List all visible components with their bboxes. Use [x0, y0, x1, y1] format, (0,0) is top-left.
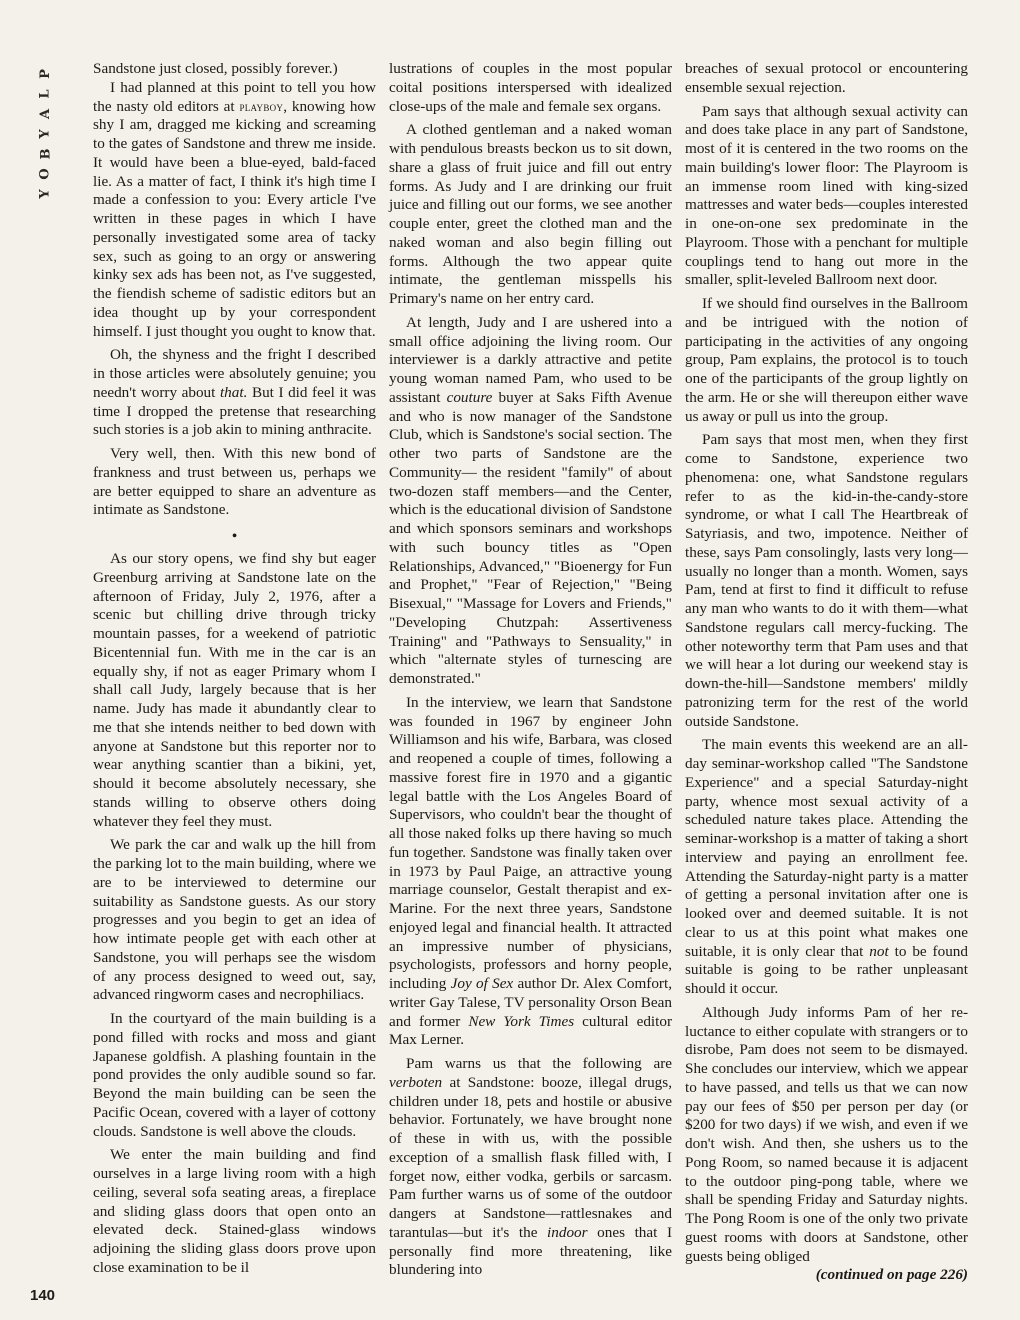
paragraph: In the courtyard of the main building is a pond filled with rocks and moss and giant Japanese goldfish. A plashing fountain in the pond provides the only audible sound so far. Beyond the main building can be seen the Pacific Ocean, covered with a layer of cottony clouds. Sandstone is well above the clouds. [93, 1010, 376, 1140]
text-run: I had planned at this point to tell you how the nasty old editors at [93, 78, 376, 115]
section-separator: • [231, 528, 238, 545]
paragraph: Pam says that although sexual activity can and does take place in any part of Sandstone, most of it is centered in the two rooms on the main building's lower floor: The Playroom is an immense room lined with king-sized mattresses and water beds—couples interested in one-on-one sex predominate in the Playroom. Those with a penchant for multiple couplings tend to hang out more in the smaller, split-leveled Ballroom next door. [685, 102, 968, 289]
masthead-letter: B [38, 148, 53, 160]
paragraph: Very well, then. With this new bond of frankness and trust between us, perhaps we are better equipped to share an adventure as intimate as Sandstone. [93, 445, 376, 519]
paragraph: Sandstone just closed, possibly forever.) [93, 60, 338, 77]
emphasis: verboten [389, 1073, 443, 1091]
paragraph: A clothed gentleman and a naked woman with pendulous breasts beckon us to sit down, share a glass of fruit juice and fill out entry forms. As Judy and I are drinking our fruit juice and filling out our forms, we see another couple enter, greet the clothed man and the naked woman and also begin filling out forms. Although the two appear quite intimate, the gentleman misspells his Primary's name on her entry card. [389, 121, 672, 307]
paragraph: As our story opens, we find shy but eager Greenburg arriving at Sandstone late on the afternoon of Friday, July 2, 1976, after a scenic but chilling drive through tricky mountain passes, for a weekend of patriotic Bicentennial fun. With me in the car is an equally shy, if not as eager Primary whom I shall call Judy, largely because that is her name. Judy has made it abundantly clear to me that she intends neither to bed down with anyone at Sandstone but this reporter nor to wear anything scantier than a bikini, yet, should it become absolutely necessary, she stands willing to observe others doing whatever they feel they must. [93, 550, 376, 830]
text-run: buyer at Saks Fifth Avenue and who is now manager of the Sandstone Club, which is Sandstone's social section. The other two parts of Sandstone are the Community— the resident "family" of about two-dozen staff members—and the Center, which is the educational division of Sandstone and which sponsors seminars and workshops with such bouncy titles as "Open Relationships, Advanced," "Bioenergy for Fun and Prophet," "Fear of Rejection," "Being Bisexual," "Massage for Lovers and Friends," "Developing Chutzpah: Assertiveness Training" and "Pathways to Sensuality," in which "alternate styles of turnescing are demonstrated." [389, 388, 672, 687]
magazine-name: playboy [239, 98, 284, 114]
paragraph: breaches of sexual protocol or encountering ensemble sexual rejection. [685, 60, 968, 96]
paragraph: We park the car and walk up the hill from the parking lot to the main building, where we are to be interviewed to determine our suitability as Sandstone guests. As our story progresses and you begin to get an idea of how intimate people get with each other at Sandstone, you will perhaps see the wisdom of any process designed to weed out, say, advanced ringworm cases and necrophiliacs. [93, 836, 376, 1004]
text-run: Oh, the shyness and the fright I described in those articles were absolutely genuine; you needn't worry about [93, 346, 376, 401]
emphasis: not [869, 942, 889, 960]
paragraph: Pam says that most men, when they first come to Sandstone, experience two phenomena: one, what Sandstone regulars refer to as the kid-in-the-candy-store syndrome, or what I call The Heartbreak of Satyriasis, and two, impotence. Neither of these, says Pam consolingly, lasts very long—usually no longer than a month. Women, says Pam, tend at first to find it difficult to refuse any man who wants to do it with them—what Sandstone regulars call mercy-fucking. The other noteworthy term that Pam uses and that we will hear a lot during our weekend stay is down-the-hill—Sandstone members' mildly patronizing term for the rest of the world outside Sandstone. [685, 431, 968, 730]
text-column-1 [93, 60, 376, 1278]
text-run: Pam warns us that the following are [406, 1055, 672, 1072]
paragraph: We enter the main building and find ourselves in a large living room with a high ceiling, several sofa seating areas, a fireplace and sliding glass doors that open onto an elevated deck. Stained-glass windows adjoining the sliding glass doors prove upon close examination to be il [93, 1146, 376, 1276]
text-run: At length, Judy and I are ushered into a small office adjoining the living room. Our interviewer is a darkly attractive and petite young woman named Pam, who used to be assistant [389, 313, 672, 406]
paragraph [389, 1055, 672, 1280]
paragraph [685, 736, 968, 999]
masthead-letter: P [38, 69, 53, 79]
paragraph [389, 694, 672, 1050]
text-run: In the interview, we learn that Sandstone was founded in 1967 by engineer John Williamson and his wife, Barbara, was closed and reopened a couple of times, following a massive forest fire in 1970 and a gigantic legal battle with the Los Angeles Board of Supervisors, who couldn't bear the thought of all those naked folks up there having so much fun together. Sandstone was finally taken over in 1973 by Paul Paige, an attractive young marriage counselor, Gestalt therapist and ex-Marine. For the next three years, Sandstone enjoyed legal and financial health. It attracted an impressive number of physicians, psychologists, professors and horny people, including [389, 693, 672, 992]
page-number: 140 [30, 1287, 56, 1304]
paragraph: lustrations of couples in the most popular coital positions interspersed with idealized close-ups of the male and female sex organs. [389, 60, 672, 115]
emphasis: that. [219, 383, 248, 401]
masthead-letter: Y [38, 189, 53, 199]
paragraph [93, 346, 376, 440]
text-column-2 [389, 60, 672, 1280]
text-run: , knowing how shy I am, dragged me kicking and screaming to the gates of Sandstone and threw me inside. It would have been a blue-eyed, bald-faced lie. As a matter of fact, I think it's high time I made a confession to you: Every article I've written in these pages in which I have personally investigated some area of tacky sex, such as going to an orgy or answering kinky sex ads has been not, as I've suggested, the fiendish scheme of sadistic editors but an idea thought up by your correspondent himself. I just thought you ought to know that. [93, 97, 376, 340]
paragraph [93, 79, 376, 342]
continued-on-page-link[interactable]: (continued on page 226) [815, 1266, 968, 1284]
paragraph: If we should find ourselves in the Ballroom and be intrigued with the notion of participating in the activities of any ongoing group, Pam explains, the protocol is to touch one of the participants of the group lightly on the arm. He or she will thereupon either wave us away or pull us into the group. [685, 295, 968, 425]
text-run: to be found suitable is going to be rather unpleasant should it occur. [685, 942, 968, 997]
text-run: But I did feel it was time I dropped the pretense that researching such stories is a job akin to mining anthracite. [93, 383, 376, 439]
magazine-masthead-vertical [34, 64, 58, 204]
text-run: cultural editor Max Lerner. [389, 1012, 672, 1049]
masthead-letter: Y [38, 129, 53, 139]
emphasis: couture [446, 388, 493, 406]
emphasis: indoor [547, 1223, 588, 1241]
masthead-letter: L [37, 89, 53, 99]
text-column-3 [685, 60, 968, 1285]
paragraph [389, 314, 672, 689]
masthead-letter: A [38, 108, 53, 120]
text-run: ones that I personally find more threatening, like blundering into [389, 1223, 672, 1279]
text-run: The main events this weekend are an all-day seminar-workshop called "The Sandstone Experience" and a special Saturday-night party, whence most sexual activity of a scheduled nature takes place. Attending the seminar-workshop is a matter of taking a short interview and paying an enrollment fee. Attending the Saturday-night party is a matter of getting a personal invitation after one is looked over and deemed suitable. It is not clear to us at this point what makes one suitable, it is only clear that [685, 736, 968, 960]
paragraph: Although Judy informs Pam of her reluctance to either copulate with strangers or to disrobe, Pam does not seem to be dismayed. She concludes our interview, which we appear to have passed, and tells us that we can now pay our fees of $50 per person per day (or $200 for two days) if we wish, and even if we don't wish. And then, she ushers us to the Pong Room, so named because it is adjacent to the outdoor ping-pong table, where we shall be spending Friday and Saturday nights. The Pong Room is one of the only two private guest rooms with doors at Sandstone, other guests being obliged [685, 1003, 968, 1265]
masthead-letter: O [37, 168, 53, 180]
publication-title: New York Times [468, 1012, 575, 1030]
text-run: at Sandstone: booze, illegal drugs, children under 18, pets and hostile or abusive behavior. Fortunately, we have brought none of these in with us, with the possible exception of a smallish flask filled with, I forget now, either vodka, gerbils or sarcasm. Pam further warns us of some of the outdoor dangers at Sandstone—rattlesnakes and tarantulas—but it's the [389, 1073, 672, 1241]
text-run: author Dr. Alex Comfort, writer Gay Talese, TV personality Orson Bean and former [389, 975, 672, 1030]
book-title: Joy of Sex [450, 975, 514, 992]
